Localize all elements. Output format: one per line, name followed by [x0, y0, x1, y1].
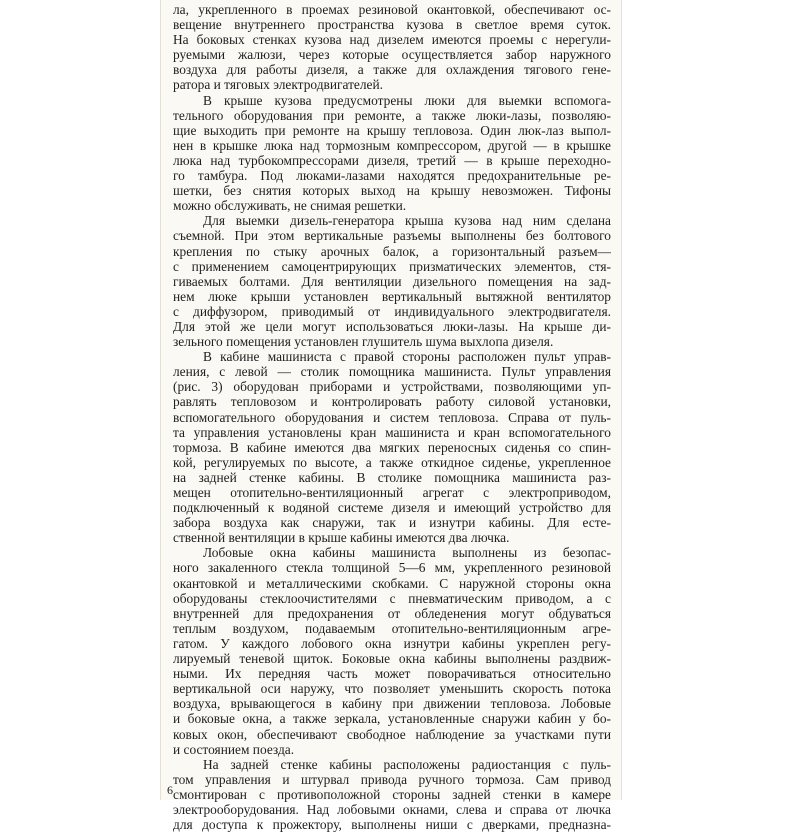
text-line: воздуха, врывающегося в кабину при движении тепловоза. Лобовые [173, 696, 611, 712]
text-line: можно обслуживать, не снимая решетки. [173, 198, 407, 214]
text-line: воздуха для работы дизеля, а также для охлаждения тягового гене- [173, 62, 611, 78]
text-line: крепления по стыку арочных балок, а горизонтальный разъем— [173, 243, 611, 259]
page-number: 6 [167, 783, 173, 797]
text-line: с применением самоцентрирующих призматических элементов, стя- [173, 258, 611, 274]
text-line: ратора и тяговых электродвигателей. [173, 77, 384, 93]
text-line: вертикальной оси наружу, что позволяет уменьшить скорость потока [173, 681, 611, 697]
paragraph [173, 213, 611, 349]
paragraph [173, 93, 611, 214]
paragraph [173, 757, 611, 832]
book-page [160, 0, 622, 832]
text-line: вспомогательного оборудования и систем тепловоза. Справа от пуль- [173, 409, 611, 425]
text-line: Лобовые окна кабины машиниста выполнены из безопас- [203, 545, 611, 561]
text-line: ственной вентиляции в крыше кабины имеются два лючка. [173, 530, 510, 546]
text-line: кой, регулируемых по высоте, а также откидное сиденье, укрепленное [173, 454, 611, 470]
page-body-text [173, 2, 611, 832]
text-line: тельного оборудования при ремонте, а также люки-лазы, позволяю- [173, 107, 611, 123]
text-line: внутренней для предохранения от обледенения могут обдуваться [173, 605, 611, 621]
text-line: На задней стенке кабины расположены радиостанция с пуль- [203, 756, 611, 772]
text-line: равлять тепловозом и контролировать работу силовой установки, [173, 394, 611, 410]
text-line: В кабине машиниста с правой стороны расположен пульт управ- [203, 349, 611, 365]
text-line: зельного помещения установлен глушитель шума выхлопа дизеля. [173, 334, 554, 350]
text-line: электрооборудования. Над лобовыми окнами, слева и справа от лючка [173, 801, 611, 817]
text-line: для доступа к прожектору, выполнены ниши с дверками, предназна- [173, 817, 611, 832]
text-line: съемной. При этом вертикальные разъемы выполнены без болтового [173, 228, 611, 244]
text-line: с диффузором, приводимый от индивидуального электродвигателя. [173, 303, 611, 319]
text-line: нен в крышке люка над тормозным компрессором, другой — в крышке [173, 137, 611, 153]
text-line: шетки, без снятия которых выход на крышу невозможен. Тифоны [173, 183, 611, 199]
text-line: том управления и штурвал привода ручного тормоза. Сам привод [173, 771, 611, 787]
text-line: вещение внутреннего пространства кузова в светлое время суток. [173, 17, 611, 33]
text-line: Для выемки дизель-генератора крыша кузова над ним сделана [203, 213, 611, 229]
text-line: лируемый теневой щиток. Боковые окна кабины выполнены раздвиж- [173, 651, 611, 667]
text-line: и состоянием поезда. [173, 741, 295, 757]
text-line: нем люке крыши установлен вертикальный вытяжной вентилятор [173, 288, 611, 304]
text-line: ления, с левой — столик помощника машиниста. Пульт управления [173, 364, 611, 380]
paragraph [173, 349, 611, 545]
text-line: на задней стенке кабины. В столике помощника машиниста раз- [173, 469, 611, 485]
text-line: тормоза. В кабине имеются два мягких переносных сиденья со спин- [173, 439, 611, 455]
text-line: го тамбура. Под люками-лазами находятся предохранительные ре- [173, 168, 611, 184]
text-line: теплым воздухом, подаваемым отопительно-вентиляционным агре- [173, 620, 611, 636]
text-line: руемыми жалюзи, через которые осуществляется забор наружного [173, 47, 611, 63]
text-line: гатом. У каждого лобового окна изнутри кабины укреплен регу- [173, 635, 611, 651]
text-line: ными. Их передняя часть может поворачиваться относительно [173, 666, 611, 682]
text-line: В крыше кузова предусмотрены люки для выемки вспомога- [203, 92, 611, 108]
text-line: мещен отопительно-вентиляционный агрегат с электроприводом, [173, 485, 611, 500]
text-line: та управления установлены кран машиниста и кран вспомогательного [173, 424, 611, 440]
text-line: щие выходить при ремонте на крышу тепловоза. Один люк-лаз выпол- [173, 122, 611, 138]
paragraph [173, 545, 611, 756]
text-line: ла, укрепленного в проемах резиновой окантовкой, обеспечивают ос- [173, 2, 611, 17]
text-line: подключенный к водяной системе дизеля и имеющий устройство для [173, 500, 611, 516]
text-line: гиваемых болтами. Для вентиляции дизельного помещения на зад- [173, 273, 611, 289]
text-line: На боковых стенках кузова над дизелем имеются проемы с нерегули- [173, 32, 611, 48]
text-line: люка над турбокомпрессорами дизеля, третий — в крыше переходно- [173, 152, 611, 168]
text-line: ного закаленного стекла толщиной 5—6 мм, укрепленного резиновой [173, 560, 611, 576]
text-line: и боковые окна, а также зеркала, установленные снаружи кабин у бо- [173, 711, 611, 727]
text-line: забора воздуха как снаружи, так и изнутри кабины. Для есте- [173, 515, 611, 531]
text-line: оборудованы стеклоочистителями с пневматическим приводом, а с [173, 590, 611, 606]
text-line: окантовкой и металлическими скобками. С наружной стороны окна [173, 575, 611, 591]
text-line: ковых окон, обеспечивают свободное наблюдение за участками пути [173, 726, 611, 742]
paragraph [173, 2, 611, 93]
text-line: Для этой же цели могут использоваться люки-лазы. На крыше ди- [173, 318, 611, 334]
text-line: (рис. 3) оборудован приборами и устройствами, позволяющими уп- [173, 379, 611, 395]
text-line: смонтирован с противоположной стороны задней стенки в камере [173, 786, 611, 802]
